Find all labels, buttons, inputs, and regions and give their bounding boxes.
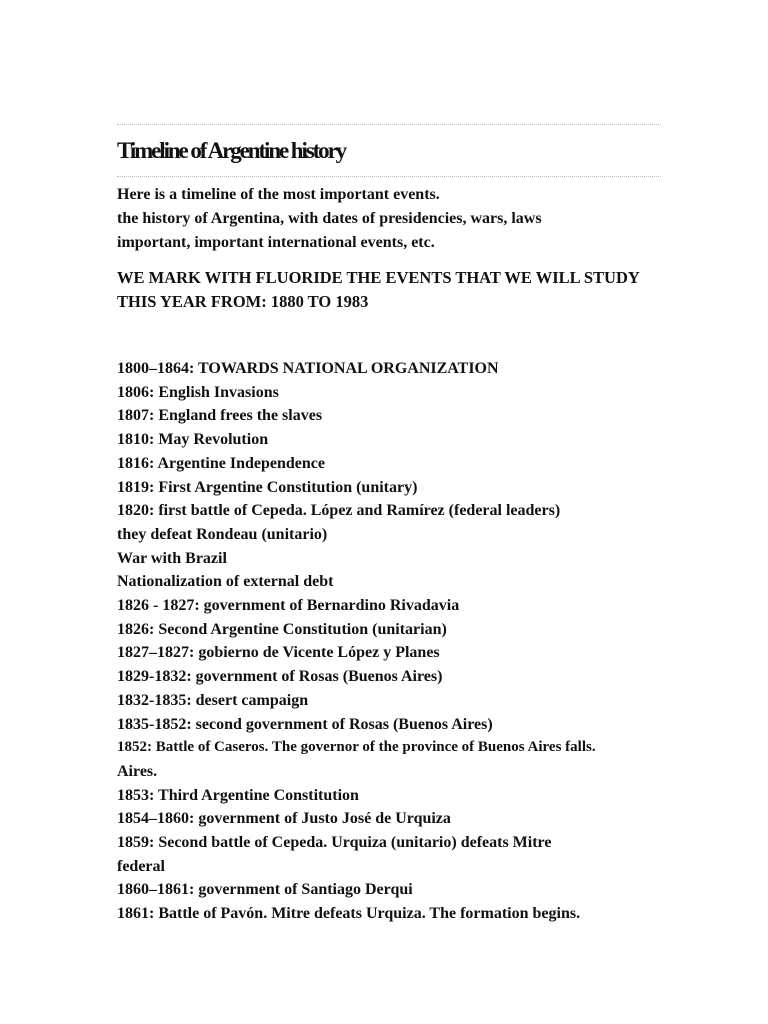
timeline-entry: 1835-1852: second government of Rosas (Buenos Aires) (117, 715, 493, 733)
timeline-entry: 1852: Battle of Caseros. The governor of the province of Buenos Aires falls. (117, 739, 596, 756)
timeline-entry: 1807: England frees the slaves (117, 407, 323, 425)
document-title: Timeline of Argentine history (117, 138, 346, 163)
timeline-entry: 1827–1827: gobierno de Vicente López y Planes (117, 644, 440, 662)
title-bottom-divider (117, 176, 661, 177)
timeline-entry: 1820: first battle of Cepeda. López and Ramírez (federal leaders) (117, 502, 561, 520)
timeline-entry: 1810: May Revolution (117, 431, 269, 449)
timeline-entry: 1806: English Invasions (117, 383, 279, 401)
timeline-entry: 1860–1861: government of Santiago Derqui (117, 881, 413, 899)
timeline-entry: 1853: Third Argentine Constitution (117, 786, 359, 804)
timeline-entry: 1800–1864: TOWARDS NATIONAL ORGANIZATION (117, 360, 499, 377)
timeline-entry: 1816: Argentine Independence (117, 454, 325, 472)
timeline-entry: War with Brazil (117, 549, 227, 567)
timeline-entry: 1861: Battle of Pavón. Mitre defeats Urquiza. The formation begins. (117, 905, 581, 923)
timeline-entry: 1832-1835: desert campaign (117, 691, 309, 709)
timeline-entry: they defeat Rondeau (unitario) (117, 525, 328, 543)
timeline-entry: Aires. (117, 762, 158, 780)
timeline-entry: 1859: Second battle of Cepeda. Urquiza (unitario) defeats Mitre (117, 834, 552, 852)
timeline-list (117, 357, 717, 926)
timeline-entry: 1826 - 1827: government of Bernardino Rivadavia (117, 597, 460, 615)
timeline-entry: Nationalization of external debt (117, 573, 334, 591)
timeline-entry: 1854–1860: government of Justo José de Urquiza (117, 810, 451, 828)
timeline-entry: 1819: First Argentine Constitution (unitary) (117, 478, 418, 496)
timeline-entry: federal (117, 857, 165, 875)
notice-line: WE MARK WITH FLUORIDE THE EVENTS THAT WE WILL STUDY (117, 268, 640, 287)
timeline-entry: 1826: Second Argentine Constitution (unitarian) (117, 620, 447, 638)
title-top-divider (117, 124, 661, 125)
intro-line: the history of Argentina, with dates of presidencies, wars, laws (117, 210, 542, 227)
intro-line: Here is a timeline of the most important events. (117, 186, 440, 203)
intro-paragraph (117, 183, 697, 255)
study-notice (117, 266, 717, 314)
intro-line: important, important international events, etc. (117, 234, 435, 251)
notice-line: THIS YEAR FROM: 1880 TO 1983 (117, 292, 369, 311)
timeline-entry: 1829-1832: government of Rosas (Buenos Aires) (117, 668, 443, 686)
